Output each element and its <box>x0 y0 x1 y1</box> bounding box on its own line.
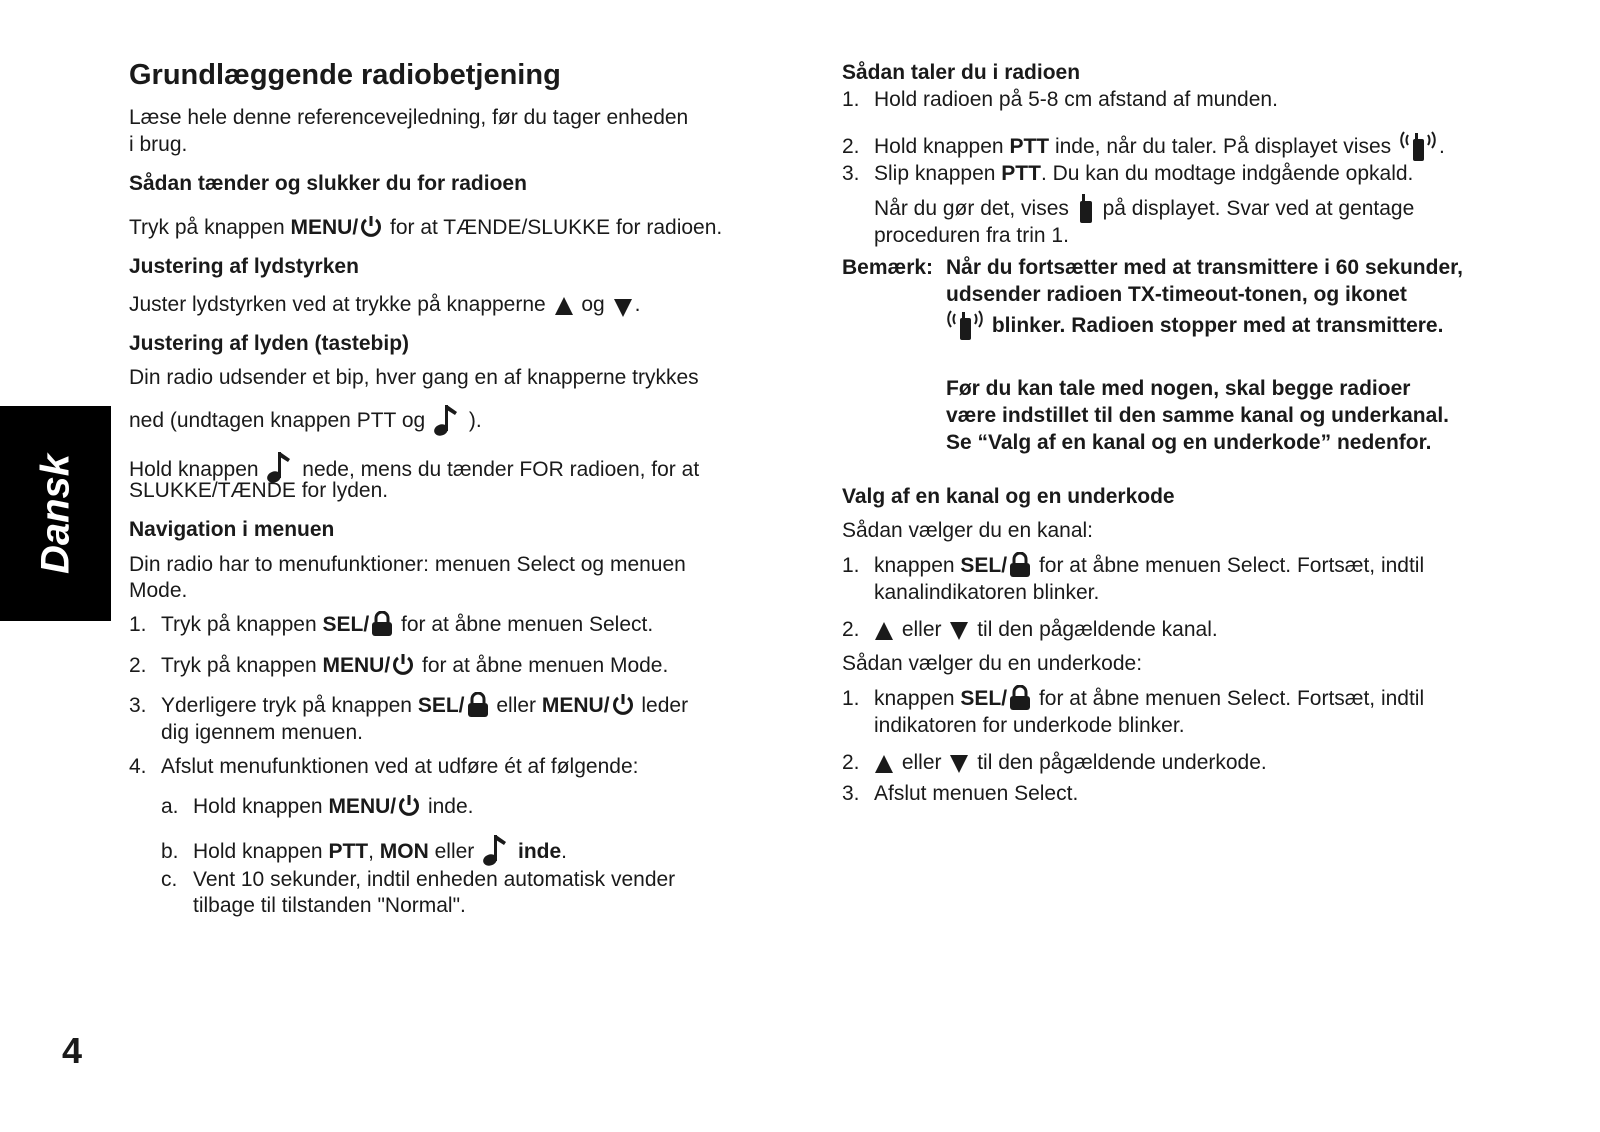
talk-step-1: 1. Hold radioen på 5-8 cm afstand af munden. <box>842 88 1278 111</box>
note-line-2: udsender radioen TX-timeout-tonen, og ikonet <box>946 283 1407 306</box>
subcode-step-1: 1. knappen SEL/ for at åbne menuen Select. Fortsæt, indtil <box>842 687 1425 710</box>
channel-step-1-line-2: kanalindikatoren blinker. <box>874 581 1100 604</box>
beep-line-2: ned (undtagen knappen PTT og ). <box>129 403 482 437</box>
up-arrow-icon <box>554 296 574 316</box>
intro-line-2: i brug. <box>129 133 188 156</box>
note-line-6: Se “Valg af en kanal og en underkode” nedenfor. <box>946 431 1432 454</box>
music-note-icon <box>433 403 461 437</box>
nav-step-4: 4. Afslut menufunktionen ved at udføre ét af følgende: <box>129 755 639 778</box>
transmit-icon <box>1399 129 1437 163</box>
nav-sub-c-line-2: tilbage til tilstanden "Normal". <box>193 894 466 917</box>
note-line-3: blinker. Radioen stopper med at transmittere. <box>946 308 1443 342</box>
nav-step-3-line-2: dig igennem menuen. <box>161 721 363 744</box>
power-icon <box>392 653 414 677</box>
power-icon <box>612 693 634 717</box>
down-arrow-icon <box>613 298 633 318</box>
language-tab-label: Dansk <box>33 453 77 574</box>
talk-step-3-line-3: proceduren fra trin 1. <box>874 224 1069 247</box>
receive-icon <box>1077 192 1095 224</box>
down-arrow-icon <box>949 621 969 641</box>
volume-text: Juster lydstyrken ved at trykke på knapperne og . <box>129 293 641 316</box>
talk-step-3: 3. Slip knappen PTT. Du kan du modtage indgående opkald. <box>842 162 1414 185</box>
channel-step-2: 2. eller til den pågældende kanal. <box>842 618 1218 641</box>
subcode-step-3: 3. Afslut menuen Select. <box>842 782 1079 805</box>
power-icon <box>398 794 420 818</box>
transmit-icon <box>946 308 984 342</box>
power-text: Tryk på knappen MENU/ for at TÆNDE/SLUKKE for radioen. <box>129 216 723 239</box>
channel-heading: Valg af en kanal og en underkode <box>842 485 1175 508</box>
intro-line-1: Læse hele denne referencevejledning, før du tager enheden <box>129 106 689 129</box>
subcode-step-2: 2. eller til den pågældende underkode. <box>842 751 1267 774</box>
nav-sub-c: c. Vent 10 sekunder, indtil enheden automatisk vender <box>161 868 676 891</box>
up-arrow-icon <box>874 754 894 774</box>
up-arrow-icon <box>874 621 894 641</box>
power-icon <box>360 215 382 239</box>
talk-heading: Sådan taler du i radioen <box>842 61 1081 84</box>
subcode-intro: Sådan vælger du en underkode: <box>842 652 1143 675</box>
note-line-4: Før du kan tale med nogen, skal begge radioer <box>946 377 1411 400</box>
nav-line-1: Din radio har to menufunktioner: menuen Select og menuen <box>129 553 686 576</box>
down-arrow-icon <box>949 754 969 774</box>
beep-line-1: Din radio udsender et bip, hver gang en af knapperne trykkes <box>129 366 699 389</box>
nav-step-2: 2. Tryk på knappen MENU/ for at åbne menuen Mode. <box>129 654 669 677</box>
nav-line-2: Mode. <box>129 579 188 602</box>
channel-intro: Sådan vælger du en kanal: <box>842 519 1094 542</box>
music-note-icon <box>482 833 510 867</box>
note-line-5: være indstillet til den samme kanal og underkanal. <box>946 404 1449 427</box>
page-number: 4 <box>62 1030 83 1071</box>
talk-step-2: 2. Hold knappen PTT inde, når du taler. På displayet vises . <box>842 129 1445 163</box>
volume-heading: Justering af lydstyrken <box>129 255 359 278</box>
lock-icon <box>1009 685 1031 711</box>
nav-sub-a: a. Hold knappen MENU/ inde. <box>161 795 474 818</box>
beep-line-4: SLUKKE/TÆNDE for lyden. <box>129 479 389 502</box>
talk-step-3-line-2: Når du gør det, vises på displayet. Svar ved at gentage <box>874 192 1414 224</box>
nav-sub-b: b. Hold knappen PTT, MON eller inde. <box>161 833 567 867</box>
subcode-step-1-line-2: indikatoren for underkode blinker. <box>874 714 1185 737</box>
language-tab <box>0 406 111 621</box>
note-line-1: Når du fortsætter med at transmittere i 60 sekunder, <box>946 256 1463 279</box>
lock-icon <box>467 692 489 718</box>
nav-step-3: 3. Yderligere tryk på knappen SEL/ eller MENU/ leder <box>129 694 689 717</box>
page-title: Grundlæggende radiobetjening <box>129 59 561 91</box>
channel-step-1: 1. knappen SEL/ for at åbne menuen Select. Fortsæt, indtil <box>842 554 1425 577</box>
lock-icon <box>371 611 393 637</box>
power-heading: Sådan tænder og slukker du for radioen <box>129 172 527 195</box>
note-label: Bemærk: <box>842 256 934 279</box>
nav-heading: Navigation i menuen <box>129 518 335 541</box>
nav-step-1: 1. Tryk på knappen SEL/ for at åbne menuen Select. <box>129 613 654 636</box>
beep-heading: Justering af lyden (tastebip) <box>129 332 410 355</box>
lock-icon <box>1009 552 1031 578</box>
beep-line-3: Hold knappen nede, mens du tænder FOR radioen, for at <box>129 450 699 484</box>
